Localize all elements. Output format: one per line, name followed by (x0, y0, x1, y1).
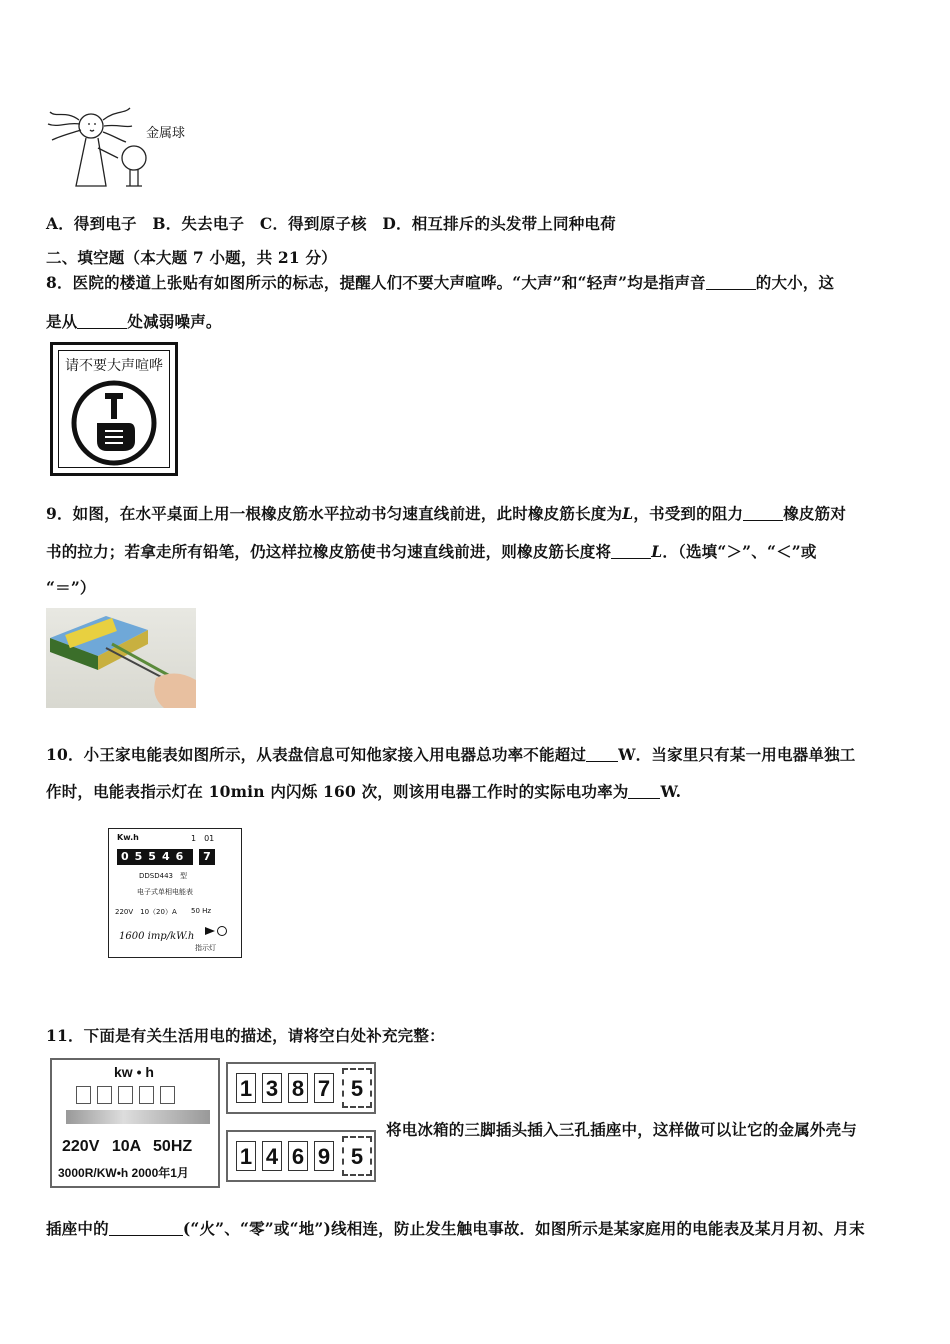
q10-line1 (46, 743, 856, 765)
meter-decimal: 7 (199, 849, 215, 865)
meter-indicator-label: 指示灯 (195, 944, 216, 952)
meter-reading-start (226, 1062, 376, 1114)
reading-digit: 7 (314, 1073, 334, 1103)
q10-line1-text: 10．小王家电能表如图所示，从表盘信息可知他家接入用电器总功率不能超过 (46, 745, 587, 764)
q10-line2 (46, 780, 681, 802)
q10-line2-end: W. (660, 782, 682, 801)
panel-box (97, 1086, 112, 1104)
panel-spec: 220V 10A 50HZ (62, 1138, 193, 1155)
q9-line3: “＝”） (46, 578, 96, 597)
q9-symbol-L: L (622, 504, 634, 523)
reading-digit: 1 (236, 1073, 256, 1103)
figure-electric-meter (108, 828, 242, 958)
indicator-light-icon (205, 925, 229, 937)
q9-line1-mid: ，书受到的阻力 (633, 504, 744, 523)
q8-line2-end: 处减弱噪声。 (127, 312, 222, 331)
figure-girl-metal-ball (46, 98, 206, 190)
q8-line2 (46, 310, 222, 332)
reading-decimal: 5 (342, 1068, 372, 1108)
q7-options: A．得到电子 B．失去电子 C．得到原子核 D．相互排斥的头发带上同种电荷 (46, 214, 616, 233)
q9-symbol-L2: L (651, 542, 663, 561)
reading-digit: 1 (236, 1141, 256, 1171)
panel-box (76, 1086, 91, 1104)
q9-line1-text: 9．如图，在水平桌面上用一根橡皮筋水平拉动书匀速直线前进，此时橡皮筋长度为 (46, 504, 623, 523)
q10-blank2[interactable] (628, 783, 660, 800)
reading-digit: 4 (262, 1141, 282, 1171)
q8-line1 (46, 271, 834, 293)
meter-frequency: 50 Hz (191, 907, 212, 915)
metal-ball-label: 金属球 (146, 126, 186, 141)
reading-digit: 6 (288, 1141, 308, 1171)
reading-decimal: 5 (342, 1136, 372, 1176)
panel-unit: kw • h (114, 1064, 154, 1080)
q11-side-text: 将电冰箱的三脚插头插入三孔插座中，这样做可以让它的金属外壳与 (386, 1120, 858, 1139)
meter-reading-end (226, 1130, 376, 1182)
reading-digit: 3 (262, 1073, 282, 1103)
meter-rating: 220V 10（20）A (115, 908, 177, 916)
q9-blank2[interactable] (611, 543, 651, 560)
panel-box (118, 1086, 133, 1104)
book-photo-illustration (46, 608, 196, 708)
meter-digits: 05546 (117, 849, 193, 865)
q10-line2-text: 作时，电能表指示灯在 10min 内闪烁 160 次，则该用电器工作时的实际电功率为 (46, 782, 629, 801)
reading-digit: 8 (288, 1073, 308, 1103)
meter-name: 电子式单相电能表 (137, 888, 193, 896)
meter-constant: 1600 imp/kW.h (119, 931, 195, 942)
q11-blank1[interactable] (109, 1220, 183, 1237)
q8-blank1[interactable] (706, 274, 756, 291)
q9-line1 (46, 502, 846, 524)
q9-line2 (46, 540, 817, 562)
panel-box (160, 1086, 175, 1104)
q8-blank2[interactable] (77, 313, 127, 330)
q11-line2-text: 插座中的 (46, 1219, 109, 1238)
girl-illustration (46, 98, 206, 190)
section2-heading: 二、填空题（本大题 7 小题，共 21 分） (46, 248, 337, 267)
q11-line2-end: (“火”、“零”或“地”)线相连，防止发生触电事故．如图所示是某家庭用的电能表及某月月初、月末 (182, 1219, 865, 1238)
q8-line2-text: 是从 (46, 312, 78, 331)
meter-model: DDSD443 型 (139, 872, 187, 880)
panel-rev-constant: 3000R/KW•h 2000年1月 (58, 1166, 189, 1180)
q9-blank1[interactable] (743, 505, 783, 522)
figure-book-rubber-band-photo (46, 608, 196, 708)
meter-unit: Kw.h (117, 833, 139, 842)
panel-arrow-strip (66, 1110, 210, 1124)
panel-box (139, 1086, 154, 1104)
q8-line1-end: 的大小，这 (755, 273, 835, 292)
q9-line2-text: 书的拉力；若拿走所有铅笔，仍这样拉橡皮筋使书匀速直线前进，则橡皮筋长度将 (46, 542, 612, 561)
figure-quiet-sign (50, 342, 178, 476)
q10-line1-end: W．当家里只有某一用电器单独工 (618, 745, 856, 764)
meter-version: 1 01 (191, 834, 215, 843)
q11-line1: 11．下面是有关生活用电的描述，请将空白处补充完整： (46, 1026, 445, 1045)
q8-line1-text: 8．医院的楼道上张贴有如图所示的标志，提醒人们不要大声喧哗。“大声”和“轻声”均是指声音 (46, 273, 706, 292)
reading-digit: 9 (314, 1141, 334, 1171)
sign-text: 请不要大声喧哗 (65, 358, 163, 374)
q10-blank1[interactable] (586, 746, 618, 763)
q9-line1-end: 橡皮筋对 (783, 504, 847, 523)
q9-line2-end: ．（选填“＞”、“＜”或 (662, 542, 817, 561)
hush-icon (67, 379, 161, 467)
panel-digit-boxes (76, 1086, 181, 1109)
q11-line2 (46, 1217, 865, 1239)
figure-meter-panel (50, 1058, 220, 1188)
